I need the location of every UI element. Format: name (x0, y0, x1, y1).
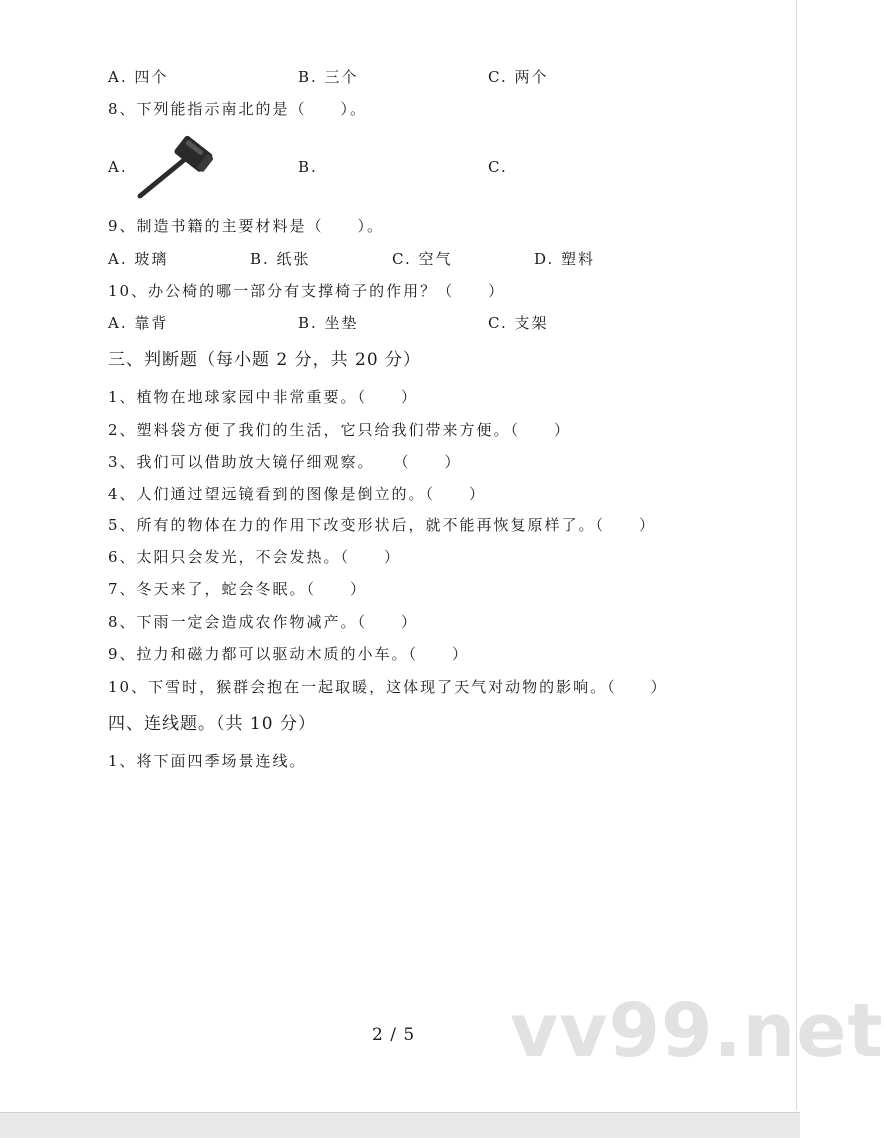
judgment-item-10: 10、下雪时，猴群会抱在一起取暖，这体现了天气对动物的影响。（ ） (108, 678, 668, 696)
judgment-item-8: 8、下雨一定会造成农作物减产。（ ） (108, 613, 419, 631)
page-number: 2 / 5 (372, 1025, 416, 1045)
judgment-item-3: 3、我们可以借助放大镜仔细观察。 （ ） (108, 453, 462, 471)
q8-option-c[interactable]: C. (488, 158, 508, 176)
judgment-item-6: 6、太阳只会发光，不会发热。（ ） (108, 548, 402, 566)
judgment-item-9: 9、拉力和磁力都可以驱动木质的小车。（ ） (108, 645, 470, 663)
section4-title: 四、连线题。（共 10 分） (108, 714, 316, 734)
q9-option-d[interactable]: D. 塑料 (534, 250, 596, 268)
judgment-item-7: 7、冬天来了，蛇会冬眠。（ ） (108, 580, 368, 598)
watermark-text: vv99.net (510, 988, 884, 1074)
judgment-item-4: 4、人们通过望远镜看到的图像是倒立的。（ ） (108, 485, 487, 503)
hammer-icon (134, 132, 218, 202)
q9-option-c[interactable]: C. 空气 (392, 250, 453, 268)
q8-stem: 8、下列能指示南北的是（ ）。 (108, 100, 368, 118)
q7-option-a[interactable]: A. 四个 (108, 68, 169, 86)
q9-option-b[interactable]: B. 纸张 (250, 250, 311, 268)
q9-stem: 9、制造书籍的主要材料是（ ）。 (108, 217, 385, 235)
judgment-item-1: 1、植物在地球家园中非常重要。（ ） (108, 388, 419, 406)
q10-option-b[interactable]: B. 坐垫 (298, 314, 359, 332)
q8-option-b[interactable]: B. (298, 158, 318, 176)
q10-option-a[interactable]: A. 靠背 (108, 314, 169, 332)
q10-option-c[interactable]: C. 支架 (488, 314, 549, 332)
q7-option-b[interactable]: B. 三个 (298, 68, 359, 86)
matching-item-1: 1、将下面四季场景连线。 (108, 752, 307, 770)
q10-stem: 10、办公椅的哪一部分有支撑椅子的作用？（ ） (108, 282, 506, 300)
judgment-item-2: 2、塑料袋方便了我们的生活，它只给我们带来方便。（ ） (108, 421, 572, 439)
q7-option-c[interactable]: C. 两个 (488, 68, 549, 86)
q9-option-a[interactable]: A. 玻璃 (108, 250, 169, 268)
viewer-bottom-bar (0, 1112, 800, 1138)
q8-option-a[interactable]: A. (108, 158, 128, 176)
judgment-item-5: 5、所有的物体在力的作用下改变形状后，就不能再恢复原样了。（ ） (108, 516, 657, 534)
section3-title: 三、判断题（每小题 2 分，共 20 分） (108, 350, 422, 370)
